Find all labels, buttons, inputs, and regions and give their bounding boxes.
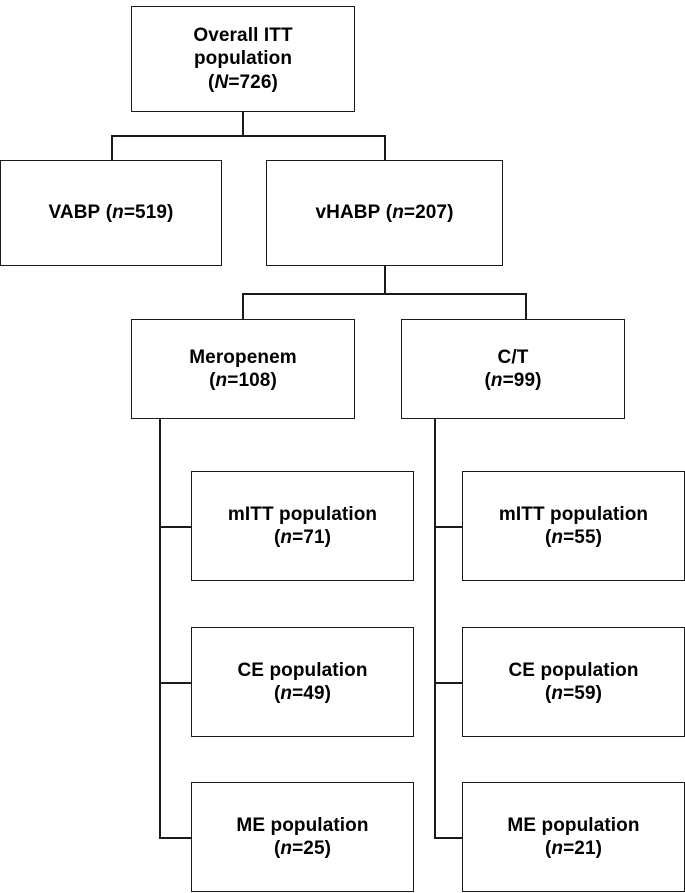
connector-ct-to-me [434, 837, 464, 839]
node-overall-itt-line2: population [193, 48, 293, 70]
node-ct-line1: C/T [497, 346, 529, 368]
connector-vhabp-down [384, 266, 386, 294]
node-me-ct [462, 782, 685, 892]
node-ce-meropenem [191, 627, 414, 737]
connector-to-vhabp [384, 135, 386, 161]
node-overall-itt-count: (N=726) [208, 71, 278, 93]
node-mitt-ct-line1: mITT population [498, 503, 649, 525]
node-mitt-meropenem-count: (n=71) [273, 527, 332, 548]
connector-meropenem-to-ce [159, 682, 192, 684]
connector-vhabp-split-bar [242, 293, 526, 295]
node-ce-meropenem-count: (n=49) [273, 683, 332, 704]
node-meropenem [131, 319, 355, 419]
node-mitt-ct [462, 471, 685, 581]
connector-to-vabp [111, 135, 113, 161]
connector-to-meropenem [242, 293, 244, 320]
connector-ct-to-ce [434, 682, 464, 684]
connector-to-ct [525, 293, 527, 320]
node-ct-count: (n=99) [484, 370, 542, 391]
connector-ct-trunk [434, 419, 436, 838]
node-meropenem-count: (n=108) [209, 370, 277, 391]
node-ct [401, 319, 625, 419]
node-vabp [0, 160, 222, 266]
node-overall-itt-line1: Overall ITT [193, 25, 293, 47]
node-me-ct-line1: ME population [507, 814, 640, 836]
node-mitt-ct-count: (n=55) [544, 527, 603, 548]
node-vhabp-label: vHABP (n=207) [315, 202, 454, 224]
node-ce-ct-count: (n=59) [544, 683, 603, 704]
node-mitt-meropenem-line1: mITT population [227, 503, 378, 525]
node-vhabp [266, 160, 503, 266]
node-me-meropenem-line1: ME population [236, 814, 369, 836]
connector-meropenem-to-me [159, 837, 192, 839]
node-ce-ct-line1: CE population [508, 659, 639, 681]
node-me-ct-count: (n=21) [544, 838, 603, 859]
node-ce-meropenem-line1: CE population [237, 659, 368, 681]
node-vabp-label: VABP (n=519) [48, 202, 174, 224]
node-me-meropenem [191, 782, 414, 892]
node-ce-ct [462, 627, 685, 737]
connector-meropenem-to-mitt [159, 526, 192, 528]
node-mitt-meropenem [191, 471, 414, 581]
connector-ct-to-mitt [434, 526, 464, 528]
node-me-meropenem-count: (n=25) [273, 838, 332, 859]
node-overall-itt [131, 6, 355, 112]
connector-overall-split-bar [111, 135, 385, 137]
node-meropenem-line1: Meropenem [189, 346, 297, 368]
connector-meropenem-trunk [159, 419, 161, 838]
connector-overall-down [242, 112, 244, 136]
